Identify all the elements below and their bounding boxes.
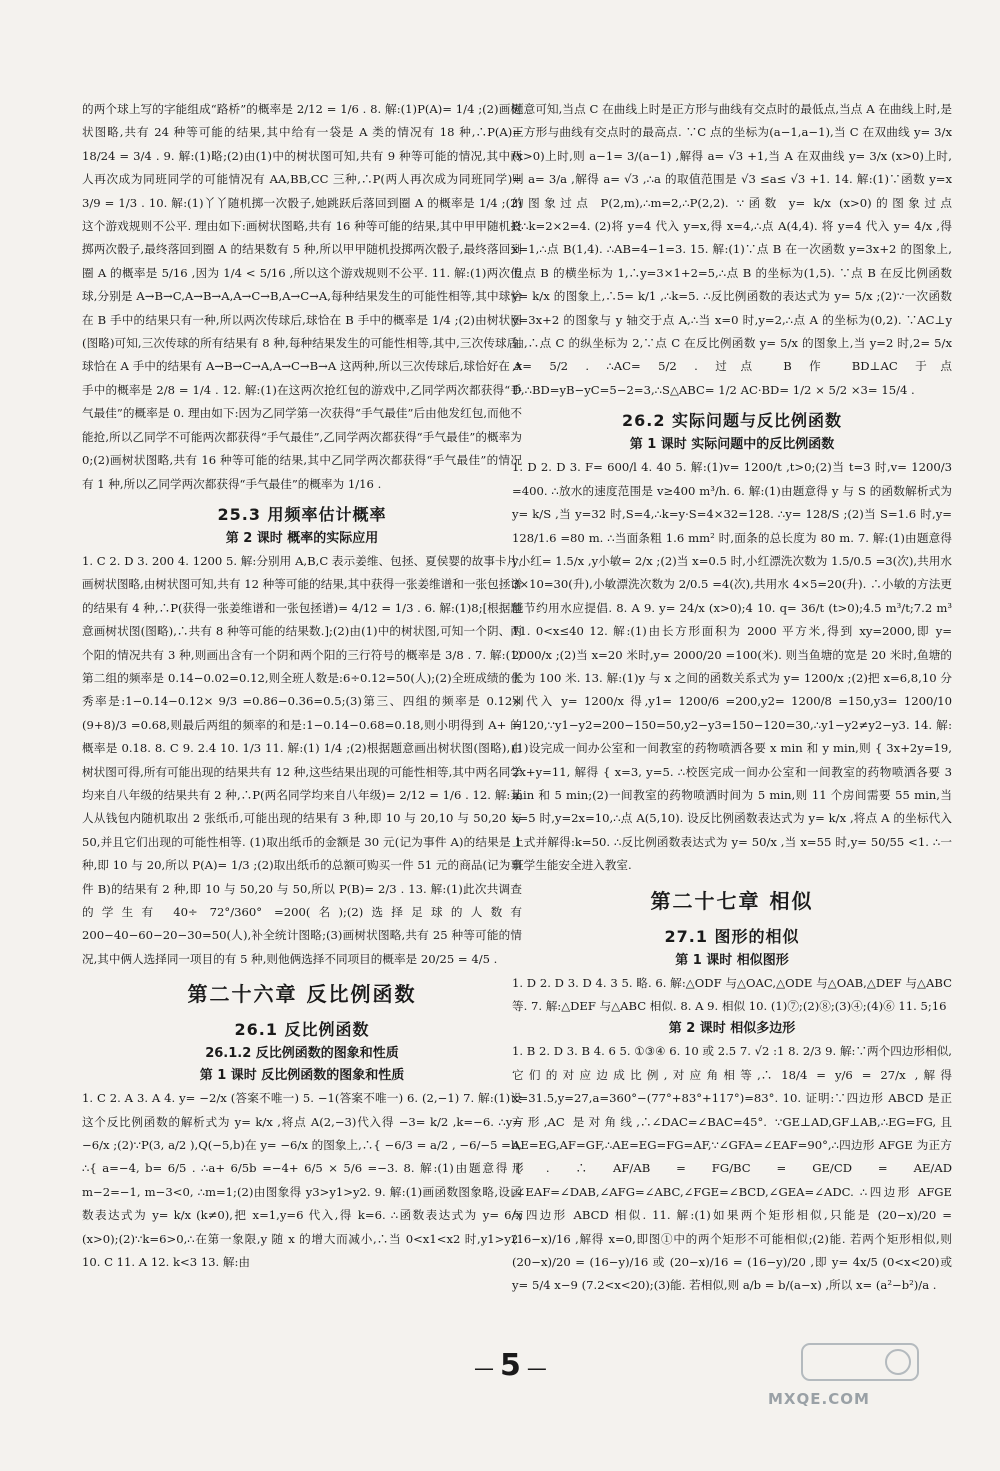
section-26-1-2-title: 26.1.2 反比例函数的图象和性质 xyxy=(205,1046,399,1062)
section-26-2-subtitle: 第 1 课时 实际问题中的反比例函数 xyxy=(629,437,835,453)
left-intro-text: 的两个球上写的字能组成“路桥”的概率是 2/12 = 1/6 . 8. 解:(1)P(A)= 1/4 ;(2)画树状图略,共有 24 种等可能的结果,其中给有一袋是 A 类的情况有 18 种,∴P(A)= 18/24 = 3/4 . 9. 解:(1)略;(2)由(1)中的树状图可知,共有 9 种等可能的情况,其中两人再次成为同班同学的可能情况有 AA,BB,CC 三种,∴P(两人再次成为同班同学)= 3/9 = 1/3 . 10. 解:(1)丫丫随机掷一次骰子,她跳跃后落回到圈 A 的概率是 1/4 ;(2)这个游戏规则不公平. 理由如下:画树状图略,共有 16 种等可能的结果,其中甲甲随机投掷两次骰子,最终落回到圈 A 的结果数有 5 种,所以甲甲随机投掷两次骰子,最终落回到圈 A 的概率是 5/16 ,因为 1/4 < 5/16 ,所以这个游戏规则不公平. 11. 解:(1)两次传球,分别是 A→B→C,A→B→A,A→C→B,A→C→A,每种结果发生的可能性相等,其中球恰在 B 手中的结果只有一种,所以两次传球后,球恰在 B 手中的概率是 1/4 ;(2)由树状图(图略)可知,三次传球的所有结果有 8 种,每种结果发生的可能性相等,其中,三次传球后,球恰在 A 手中的结果有 A→B→C→A,A→C→B→A 这两种,所以三次传球后,球恰好在 A 手中的概率是 2/8 = 1/4 . 12. 解:(1)在这两次抢红包的游戏中,乙同学两次都获得“手气最佳”的概率是 0. 理由如下:因为乙同学第一次获得“手气最佳”后由他发红包,而他不能抢,所以乙同学不可能两次都获得“手气最佳”,乙同学两次都获得“手气最佳”的概率为 0;(2)画树状图略,共有 16 种等可能的结果,其中乙同学两次都获得“手气最佳”的情况有 1 种,所以乙同学两次都获得“手气最佳”的概率为 1/16 . xyxy=(82,102,522,491)
section-27-1-text-2: 1. B 2. D 3. B 4. 6 5. ①③④ 6. 10 或 2.5 7. √2 :1 8. 2/3 9. 解:∵两个四边形相似,它们的对应边成比例,对应角相等,∴ 18/4 = y/6 = 27/x ,解得 x=31.5,y=27,a=360°−(77°+83°+117°)=83°. 10. 证明:∵四边形 ABCD 是正方形,AC 是对角线,∴∠DAC=∠BAC=45°. ∵GE⊥AD,GF⊥AB,∴EG=FG,且 AE=EG,AF=GF,∴AE=EG=FG=AF,∵∠GFA=∠EAF=90°,∴四边形 AFGE 为正方形. ∴ AF/AB = FG/BC = GE/CD = AE/AD ,∠EAF=∠DAB,∠AFG=∠ABC,∠FGE=∠BCD,∠GEA=∠ADC. ∴四边形 AFGE 与四边形 ABCD 相似. 11. 解:(1)如果两个矩形相似,只能是 (20−x)/20 = (16−x)/16 ,解得 x=0,即图①中的两个矩形不可能相似;(2)能. 若两个矩形相似,则 (20−x)/20 = (16−y)/16 或 (20−x)/16 = (16−y)/20 ,即 y= 4x/5 (0<x<20)或 y= 5/4 x−9 (7.2<x<20);(3)能. 若相似,则 a/b = b/(a−x) ,所以 x= (a²−b²)/a . xyxy=(512,1044,952,1293)
chapter-26-title: 第二十六章 反比例函数 xyxy=(187,982,417,1007)
watermark-text: MXQE.COM xyxy=(768,1390,870,1408)
page-number-value: 5 xyxy=(500,1348,521,1383)
section-26-1-2-text: 1. C 2. A 3. A 4. y= −2/x (答案不唯一) 5. −1(答案不唯一) 6. (2,−1) 7. 解:(1)设这个反比例函数的解析式为 y= k/x ,将点 A(2,−3)代入得 −3= k/2 ,k=−6. ∴y= −6/x ;(2)∵P(3, a/2 ),Q(−5,b)在 y= −6/x 的图象上,∴{ −6/3 = a/2 , −6/−5 =b, ∴{ a=−4, b= 6/5 . ∴a+ 6/5b =−4+ 6/5 × 5/6 =−3. 8. 解:(1)由题意得 { m−2=−1, m−3<0, ∴m=1;(2)由图象得 y3>y1>y2. 9. 解:(1)画函数图象略,设函数表达式为 y= k/x (k≠0),把 x=1,y=6 代入,得 k=6. ∴函数表达式为 y= 6/x (x>0);(2)∵k=6>0,∴在第一象限,y 随 x 的增大而减小,∴当 0<x1<x2 时,y1>y2. 10. C 11. A 12. k<3 13. 解:由 xyxy=(82,1091,522,1270)
right-intro-text: 题意可知,当点 C 在曲线上时是正方形与曲线有交点时的最低点,当点 A 在曲线上时,是正方形与曲线有交点时的最高点. ∵C 点的坐标为(a−1,a−1),当 C 在双曲线 y= 3/x (x>0)上时,则 a−1= 3/(a−1) ,解得 a= √3 +1,当 A 在双曲线 y= 3/x (x>0)上时,则 a= 3/a ,解得 a= √3 ,∴a 的取值范围是 √3 ≤a≤ √3 +1. 14. 解:(1)∵函数 y=x 的图象过点 P(2,m),∴m=2,∴P(2,2). ∵函数 y= k/x (x>0)的图象过点 P,∴k=2×2=4. (2)将 y=4 代入 y=x,得 x=4,∴点 A(4,4). 将 y=4 代入 y= 4/x ,得 x=1,∴点 B(1,4). ∴AB=4−1=3. 15. 解:(1)∵点 B 在一次函数 y=3x+2 的图象上,且点 B 的横坐标为 1,∴y=3×1+2=5,∴点 B 的坐标为(1,5). ∵点 B 在反比例函数 y= k/x 的图象上,∴5= k/1 ,∴k=5. ∴反比例函数的表达式为 y= 5/x ;(2)∵一次函数 y=3x+2 的图象与 y 轴交于点 A,∴当 x=0 时,y=2,∴点 A 的坐标为(0,2). ∵AC⊥y 轴,∴点 C 的纵坐标为 2,∵点 C 在反比例函数 y= 5/x 的图象上,当 y=2 时,2= 5/x ,x= 5/2 . ∴AC= 5/2 . 过点 B 作 BD⊥AC 于点 D,∴BD=yB−yC=5−2=3,∴S△ABC= 1/2 AC·BD= 1/2 × 5/2 ×3= 15/4 . xyxy=(512,102,952,397)
section-27-1-subtitle-2: 第 2 课时 相似多边形 xyxy=(668,1021,796,1037)
section-26-2-text: 1. D 2. D 3. F= 600/l 4. 40 5. 解:(1)v= 1200/t ,t>0;(2)当 t=3 时,v= 1200/3 =400. ∴放水的速度范围是 v≥400 m³/h. 6. 解:(1)由题意得 y 与 S 的函数解析式为 y= k/S ,当 y=32 时,S=4,∴k=y·S=4×32=128. ∴y= 128/S ;(2)当 S=1.6 时,y= 128/1.6 =80 m. ∴当面条粗 1.6 mm² 时,面条的总长度为 80 m. 7. 解:(1)由题意得 y小红= 1.5/x ,y小敏= 2/x ;(2)当 x=0.5 时,小红漂洗次数为 1.5/0.5 =3(次),共用水 3×10=30(升),小敏漂洗次数为 2/0.5 =4(次),共用水 4×5=20(升). ∴小敏的方法更能节约用水应提倡. 8. A 9. y= 24/x (x>0);4 10. q= 36/t (t>0);4.5 m³/t;7.2 m³ 11. 0<x≤40 12. 解:(1)由长方形面积为 2000 平方米,得到 xy=2000,即 y= 2000/x ;(2)当 x=20 米时,y= 2000/20 =100(米). 则当鱼塘的宽是 20 米时,鱼塘的长为 100 米. 13. 解:(1)y 与 x 之间的函数关系式为 y= 1200/x ;(2)把 x=6,8,10 分别代入 y= 1200/x 得,y1= 1200/6 =200,y2= 1200/8 =150,y3= 1200/10 =120,∵y1−y2=200−150=50,y2−y3=150−120=30,∴y1−y2≠y2−y3. 14. 解:(1)设完成一间办公室和一间教室的药物喷洒各要 x min 和 y min,则 { 3x+2y=19, 2x+y=11, 解得 { x=3, y=5. ∴校医完成一间办公室和一间教室的药物喷洒各要 3 min 和 5 min;(2)一间教室的药物喷洒时间为 5 min,则 11 个房间需要 55 min,当 x=5 时,y=2x=10,∴点 A(5,10). 设反比例函数表达式为 y= k/x ,将点 A 的坐标代入上式并解得:k=50. ∴反比例函数表达式为 y= 50/x ,当 x=55 时,y= 50/55 <1. ∴一班学生能安全进入教室. xyxy=(512,460,952,873)
section-26-1-2-subtitle: 第 1 课时 反比例函数的图象和性质 xyxy=(199,1068,405,1084)
section-26-1-title: 26.1 反比例函数 xyxy=(234,1020,370,1040)
section-27-1-subtitle-1: 第 1 课时 相似图形 xyxy=(675,952,789,968)
page-number: — 5 — xyxy=(474,1348,547,1383)
watermark-logo-icon xyxy=(800,1340,920,1384)
section-25-3-text: 1. C 2. D 3. 200 4. 1200 5. 解:分别用 A,B,C 表示姜维、包拯、夏侯婴的故事卡片,画树状图略,由树状图可知,共有 12 种等可能的结果,其中获得一张姜维谱和一张包拯谱的结果有 4 种,∴P(获得一张姜维谱和一张包拯谱)= 4/12 = 1/3 . 6. 解:(1)8;[根据题意画树状图(图略),∴共有 8 种等可能的结果数.];(2)由(1)中的树状图,可知一个阴、两个阳的情况共有 3 种,则画出含有一个阴和两个阳的三行符号的概率是 3/8 . 7. 解:(1)第二组的频率是 0.14−0.02=0.12,则全班人数是:6÷0.12=50(人);(2)全班成绩的优秀率是:1−0.14−0.12× 9/3 =0.86−0.36=0.5;(3)第三、四组的频率是 0.12× (9+8)/3 =0.68,则最后两组的频率的和是:1−0.14−0.68=0.18,则小明得到 A+ 的概率是 0.18. 8. C 9. 2.4 10. 1/3 11. 解:(1) 1/4 ;(2)根据题意画出树状图(图略),由树状图可得,所有可能出现的结果共有 12 种,这些结果出现的可能性相等,其中两名同学均来自八年级的结果共有 2 种,∴P(两名同学均来自八年级)= 2/12 = 1/6 . 12. 解:某人从钱包内随机取出 2 张纸币,可能出现的结果有 3 种,即 10 与 20,10 与 50,20 与 50,并且它们出现的可能性相等. (1)取出纸币的金额是 30 元(记为事件 A)的结果是 1 种,即 10 与 20,所以 P(A)= 1/3 ;(2)取出纸币的总额可购买一件 51 元的商品(记为事件 B)的结果有 2 种,即 10 与 50,20 与 50,所以 P(B)= 2/3 . 13. 解:(1)此次共调查的学生有 40÷ 72°/360° =200(名);(2)选择足球的人数有 200−40−60−20−30=50(人),补全统计图略;(3)画树状图略,共有 25 种等可能的情况,其中俩人选择同一项目的有 5 种,则他俩选择不同项目的概率是 20/25 = 4/5 . xyxy=(82,553,522,966)
right-column xyxy=(512,98,952,1298)
chapter-27-title: 第二十七章 相似 xyxy=(650,888,814,913)
section-27-1-text-1: 1. D 2. D 3. D 4. 3 5. 略. 6. 解:△ODF 与△OAC,△ODE 与△OAB,△DEF 与△ABC 等. 7. 解:△DEF 与△ABC 相似. 8. A 9. 相似 10. (1)⑦;(2)⑧;(3)④;(4)⑥ 11. 5;16 xyxy=(512,975,952,1013)
section-26-2-title: 26.2 实际问题与反比例函数 xyxy=(621,411,843,431)
section-27-1-title: 27.1 图形的相似 xyxy=(664,926,800,946)
section-25-3-subtitle: 第 2 课时 概率的实际应用 xyxy=(225,530,379,546)
section-25-3-title: 25.3 用频率估计概率 xyxy=(217,504,387,524)
left-column xyxy=(82,98,522,1274)
